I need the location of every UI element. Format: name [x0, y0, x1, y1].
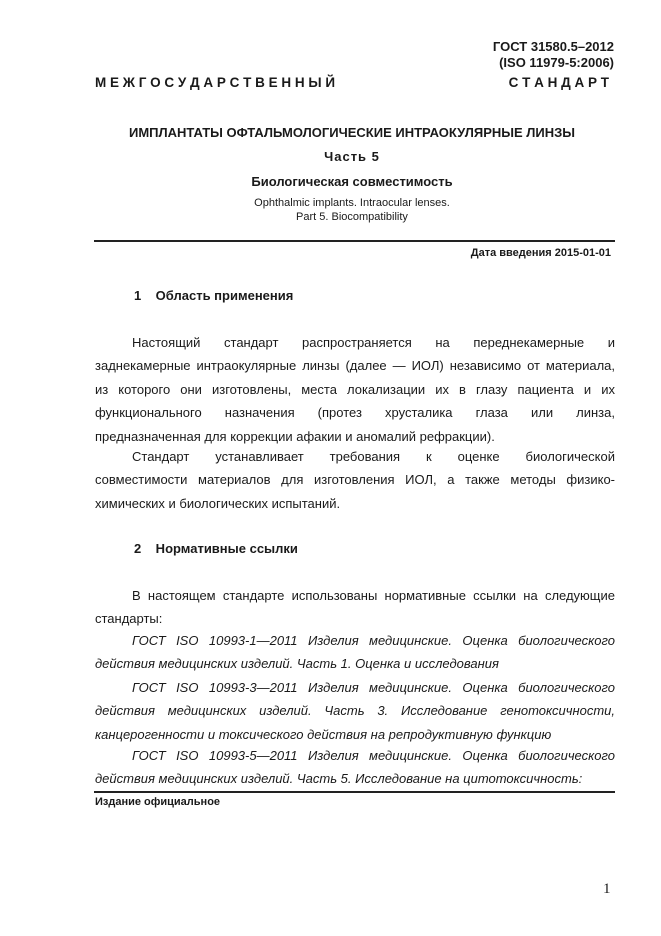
reference-gost-iso-10993-5: [95, 744, 615, 791]
english-title-line-1: Ophthalmic implants. Intraocular lenses.: [254, 197, 450, 209]
page-number: 1: [603, 881, 611, 897]
text-line: функционального назначения (протез хрусталика глаза или линза,: [95, 405, 615, 421]
text-line: ГОСТ ISO 10993-3—2011 Изделия медицинские. Оценка биологического: [132, 680, 615, 695]
section-1-paragraph-2: [95, 445, 615, 515]
section-1-heading: 1 Область применения: [134, 288, 294, 303]
banner-word-1: М Е Ж Г О С У Д А Р С Т В Е Н Н Ы Й: [95, 75, 336, 90]
english-title: [95, 196, 609, 224]
reference-gost-iso-10993-1: [95, 629, 615, 676]
text-line: канцерогенности и токсического действия на репродуктивную функцию: [95, 726, 552, 742]
document-title: ИМПЛАНТАТЫ ОФТАЛЬМОЛОГИЧЕСКИЕ ИНТРАОКУЛЯРНЫЕ ЛИНЗЫ: [128, 125, 576, 140]
iso-code: (ISO 11979-5:2006): [499, 55, 614, 70]
title-divider: [94, 240, 615, 242]
section-2-heading: 2 Нормативные ссылки: [134, 541, 298, 556]
text-line: химических и биологических испытаний.: [95, 495, 341, 511]
reference-gost-iso-10993-3: [95, 676, 615, 746]
section-1-paragraph-1: [95, 331, 615, 448]
text-line: ГОСТ ISO 10993-1—2011 Изделия медицинские. Оценка биологического: [132, 633, 615, 648]
text-line: предназначенная для коррекции афакии и аномалий рефракции).: [95, 428, 495, 444]
interstate-standard-banner: [95, 75, 609, 90]
text-line: ГОСТ ISO 10993-5—2011 Изделия медицинские. Оценка биологического: [132, 748, 615, 763]
footer-divider: [94, 791, 615, 793]
standard-code: ГОСТ 31580.5–2012: [492, 39, 614, 54]
document-subtitle: Биологическая совместимость: [251, 174, 453, 189]
english-title-line-2: Part 5. Biocompatibility: [296, 211, 408, 223]
text-line: действия медицинских изделий. Часть 5. Исследование на цитотоксичность:: [95, 771, 583, 787]
banner-word-2: С Т А Н Д А Р Т: [508, 75, 609, 90]
text-line: стандарты:: [95, 611, 163, 627]
official-edition-label: Издание официальное: [95, 796, 221, 808]
text-line: В настоящем стандарте использованы нормативные ссылки на следующие: [132, 588, 615, 603]
part-label: Часть 5: [324, 149, 380, 164]
text-line: действия медицинских изделий. Часть 1. Оценка и исследования: [95, 656, 499, 672]
section-2-paragraph-1: [95, 584, 615, 631]
text-line: заднекамерные интраокулярные линзы (далее — ИОЛ) независимо от материала,: [95, 358, 615, 374]
introduction-date: Дата введения 2015-01-01: [470, 247, 611, 259]
text-line: совместимости материалов для изготовления ИОЛ, а также методы физико-: [95, 472, 615, 488]
text-line: из которого они изготовлены, места локализации их в глазу пациента и их: [95, 381, 615, 397]
text-line: Настоящий стандарт распространяется на переднекамерные и: [132, 335, 615, 350]
text-line: Стандарт устанавливает требования к оценке биологической: [132, 449, 615, 464]
text-line: действия медицинских изделий. Часть 3. Исследование генотоксичности,: [95, 703, 615, 719]
